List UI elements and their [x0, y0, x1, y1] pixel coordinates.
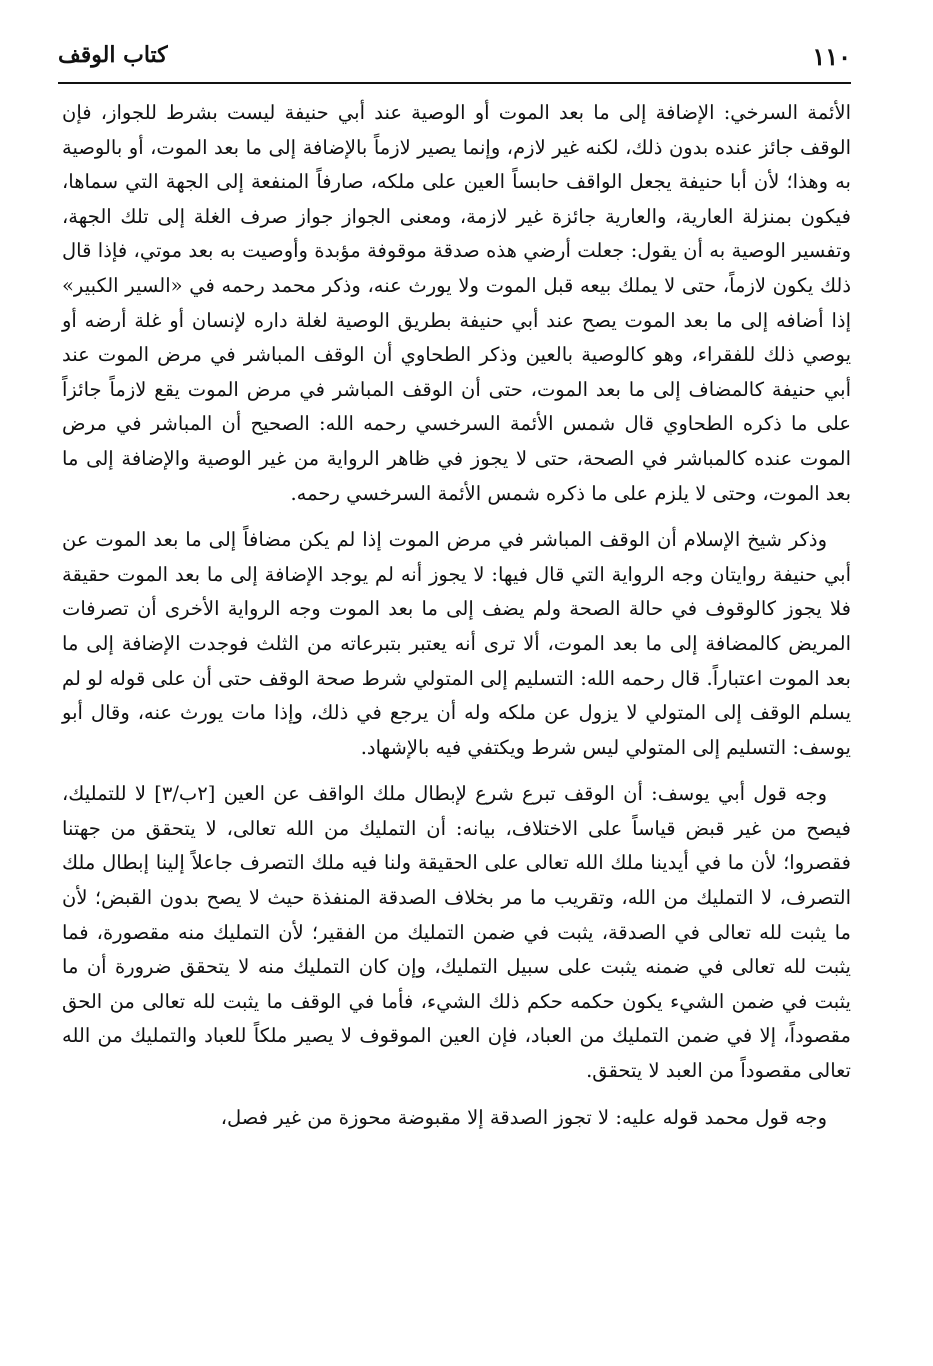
header-divider: [58, 82, 851, 84]
page-body: [62, 96, 851, 1135]
book-title: كتاب الوقف: [58, 42, 168, 68]
paragraph-3: وجه قول أبي يوسف: أن الوقف تبرع شرع لإبطال ملك الواقف عن العين [٢ب/٣] لا للتمليك، فيصح من غير قبض قياساً على الاختلاف، بيانه: أن التمليك من الله تعالى، لا يتحقق من جهتنا فقصروا؛ لأن ما في أيدينا ملك الله تعالى على الحقيقة ولنا فيه ملك التصرف جاعلاً إلينا إبطال ملك التصرف، لا التمليك من الله، وتقريب ما مر بخلاف الصدقة المنفذة حيث لا يصح بدون القبض؛ لأن ما يثبت لله تعالى في الصدقة، يثبت في ضمن التمليك من الفقير؛ لأن التمليك منه مقصورة، فما يثبت لله تعالى في ضمنه يثبت على سبيل التمليك، وإن كان التمليك منه لا يتحقق ضرورة أن ما يثبت في ضمن الشيء يكون حكمه حكم ذلك الشيء، فأما في الوقف ما يثبت لله تعالى من الحق مقصوداً، إلا في ضمن التمليك من العباد، فإن العين الموقوف لا يصير ملكاً للعباد والتمليك من الله تعالى مقصوداً من العبد لا يتحقق.: [62, 782, 851, 1083]
page-number: ١١٠: [812, 42, 851, 71]
paragraph-1: الأئمة السرخي: الإضافة إلى ما بعد الموت أو الوصية عند أبي حنيفة ليست بشرط للجواز، فإن الوقف جائز عنده بدون ذلك، لكنه غير لازم، وإنما يصير لازماً بالإضافة إلى ما بعد الموت، أو بالوصية به وهذا؛ لأن أبا حنيفة يجعل الواقف حابساً العين على ملكه، صارفاً المنفعة إلى الجهة التي سماها، فيكون بمنزلة العارية، والعارية جائزة غير لازمة، ومعنى الجواز جواز صرف الغلة إلى تلك الجهة، وتفسير الوصية به أن يقول: جعلت أرضي هذه صدقة موقوفة مؤبدة وأوصيت به بعد موتي، فإذا قال ذلك يكون لازماً، حتى لا يملك بيعه قبل الموت ولا يورث عنه، وذكر محمد رحمه في «السير الكبير» إذا أضافه إلى ما بعد الموت يصح عند أبي حنيفة بطريق الوصية لغلة داره لإنسان أو غلة أرضه أو يوصي ذلك للفقراء، وهو كالوصية بالعين وذكر الطحاوي أن الوقف المباشر في مرض الموت عند أبي حنيفة كالمضاف إلى ما بعد الموت، حتى أن الوقف المباشر في مرض الموت يقع لازماً جائزاً على ما ذكره الطحاوي قال شمس الأئمة السرخسي رحمه الله: الصحيح أن المباشر في مرض الموت عنده كالمباشر في الصحة، حتى لا يجوز في ظاهر الرواية من غير الوصية والإضافة إلى ما بعد الموت، وحتى لا يلزم على ما ذكره شمس الأئمة السرخسي رحمه.: [62, 101, 851, 505]
paragraph-2: وذكر شيخ الإسلام أن الوقف المباشر في مرض الموت إذا لم يكن مضافاً إلى ما بعد الموت عن أبي حنيفة روايتان وجه الرواية التي قال فيها: لا يجوز أنه لم يوجد الإضافة إلى ما بعد الموت حقيقة فلا يجوز كالوقوف في حالة الصحة ولم يضف إلى ما بعد الموت وجه الرواية الأخرى أن تصرفات المريض كالمضافة إلى ما بعد الموت، ألا ترى أنه يعتبر بتبرعاته من الثلث فوجدت الإضافة إلى ما بعد الموت اعتباراً. قال رحمه الله: التسليم إلى المتولي شرط صحة الوقف حتى أن على قوله لو لم يسلم الوقف إلى المتولي لا يزول عن ملكه وله أن يرجع في ذلك، وإذا مات يورث عنه، وقال أبو يوسف: التسليم إلى المتولي ليس شرط ويكتفي فيه بالإشهاد.: [62, 528, 851, 759]
paragraph-4: وجه قول محمد قوله عليه: لا تجوز الصدقة إلا مقبوضة محوزة من غير فصل،: [220, 1105, 827, 1129]
page-header: [58, 38, 851, 74]
